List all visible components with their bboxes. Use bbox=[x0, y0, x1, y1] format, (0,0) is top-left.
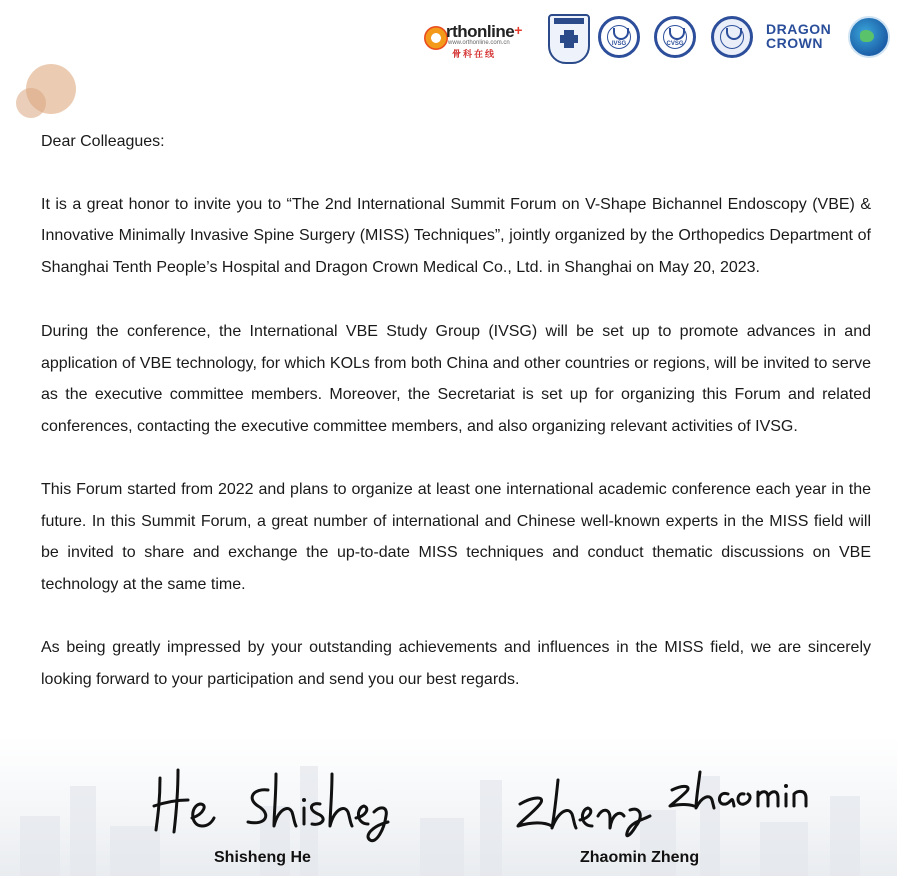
signature-zheng-zhaomin bbox=[512, 766, 812, 846]
dragon-crown-line2: CROWN bbox=[766, 35, 823, 51]
paragraph-intro: It is a great honor to invite you to “The 2nd International Summit Forum on V-Shape Bichannel Endoscopy (VBE) & Innovative Minimally Invasive Spine Surgery (MISS) Techniques”, jointly organized by the Orthopedics Department of Shanghai Tenth People’s Hospital and Dragon Crown Medical Co., Ltd. in Shanghai on May 20, 2023. bbox=[41, 195, 871, 276]
salutation: Dear Colleagues: bbox=[41, 133, 165, 150]
orthonline-chinese: 骨科在线 bbox=[452, 49, 497, 59]
orthonline-plus: + bbox=[514, 22, 522, 38]
paragraph-forum: This Forum started from 2022 and plans to organize at least one international academic conference each year in the future. In this Summit Forum, a great number of international and Chinese well-known experts in the MISS field will be invited to share and exchange the up-to-date MISS techniques and conduct thematic discussions on VBE technology at the same time. bbox=[41, 481, 871, 593]
signatory-name-right: Zhaomin Zheng bbox=[580, 849, 700, 866]
dragon-crown-line1: DRAGON bbox=[766, 21, 832, 37]
cvsg-seal-label: CVSG bbox=[666, 41, 684, 47]
sponsor-logos bbox=[424, 14, 894, 64]
dragon-crown-logo bbox=[766, 22, 836, 56]
orthonline-logo bbox=[424, 22, 536, 62]
invitation-letter bbox=[41, 126, 871, 695]
orthonline-sun-icon bbox=[424, 26, 448, 50]
hospital-shield-logo bbox=[548, 14, 590, 64]
paragraph-closing: As being greatly impressed by your outstanding achievements and influences in the MISS field, we are sincerely looking forward to your participation and send you our best regards. bbox=[41, 639, 871, 688]
orthonline-url: www.orthonline.com.cn bbox=[448, 40, 510, 46]
orthonline-brand: rthonline bbox=[446, 22, 515, 41]
paragraph-ivsg: During the conference, the International VBE Study Group (IVSG) will be set up to promote advances in and application of VBE technology, for which KOLs from both China and other countries or regions, will be invited to serve as the executive committee members. Moreover, the Secretariat is set up for organizing this Forum and related conferences, contacting the executive committee members, and also organizing relevant activities of IVSG. bbox=[41, 323, 871, 435]
signatory-name-left: Shisheng He bbox=[214, 849, 311, 866]
ivsg-seal-logo bbox=[598, 16, 640, 58]
ivsg-seal-label: IVSG bbox=[611, 41, 627, 47]
decorative-circle-small bbox=[16, 88, 46, 118]
association-seal-logo bbox=[711, 16, 753, 58]
signature-shisheng-he bbox=[148, 760, 398, 850]
globe-logo bbox=[848, 16, 890, 58]
cvsg-seal-logo bbox=[654, 16, 696, 58]
